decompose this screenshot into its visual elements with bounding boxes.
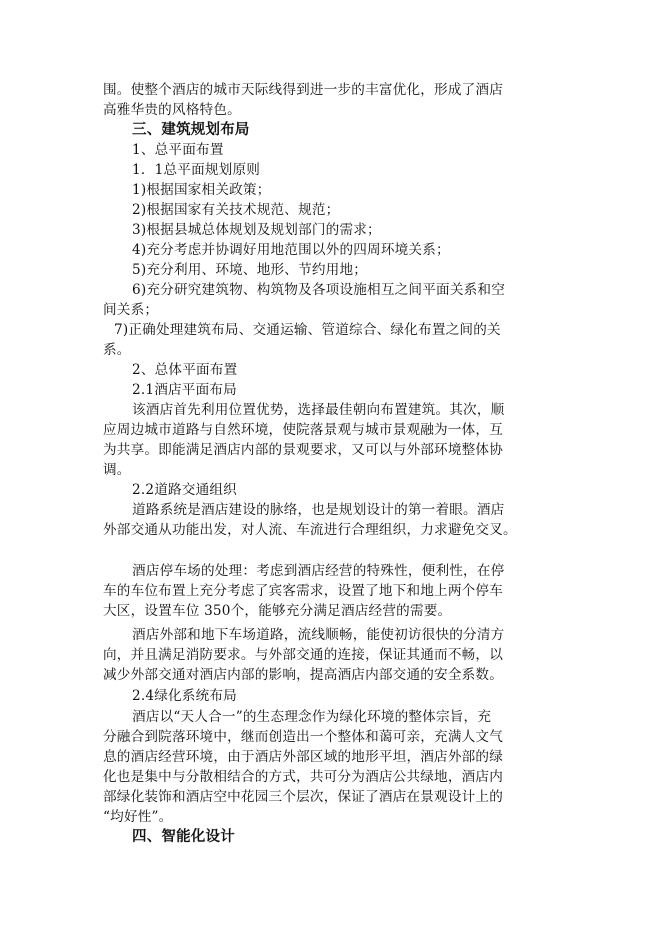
- paragraph-line: 酒店以“天人合一”的生态理念作为绿化环境的整体宗旨，充: [132, 709, 492, 725]
- paragraph-line: 高雅华贵的风格特色。: [103, 102, 241, 118]
- subsection-heading: 1．1总平面规划原则: [132, 162, 261, 178]
- paragraph-line: 围。使整个酒店的城市天际线得到进一步的丰富优化，形成了酒店: [103, 82, 504, 98]
- paragraph-line: 息的酒店经营环境，由于酒店外部区域的地形平坦，酒店外部的绿: [103, 749, 504, 765]
- paragraph-line: 为共享。即能满足酒店内部的景观要求，又可以与外部环境整体协: [103, 442, 504, 458]
- paragraph-line: 调。: [103, 462, 131, 478]
- paragraph-line: 酒店外部和地下车场道路，流线顺畅，能使初访很快的分清方: [132, 627, 505, 643]
- paragraph-line: “均好性”。: [103, 809, 173, 825]
- subsection-heading: 2.2道路交通组织: [132, 482, 237, 498]
- subsection-heading: 2.4绿化系统布局: [132, 688, 237, 704]
- section-heading-3: 三、建筑规划布局: [132, 122, 250, 138]
- subsection-heading: 2、总体平面布置: [132, 362, 238, 378]
- list-item: 5)充分利用、环境、地形、节约用地；: [132, 262, 368, 278]
- section-heading-4: 四、智能化设计: [132, 829, 235, 845]
- list-item: 6)充分研究建筑物、构筑物及各项设施相互之间平面关系和空: [132, 282, 505, 298]
- paragraph-line: 酒店停车场的处理：考虑到酒店经营的特殊性，便利性，在停: [132, 563, 505, 579]
- list-item: 3)根据县城总体规划及规划部门的需求；: [132, 222, 381, 238]
- list-item: 2)根据国家有关技术规范、规范；: [132, 202, 340, 218]
- paragraph-line: 道路系统是酒店建设的脉络，也是规划设计的第一着眼。酒店: [132, 502, 505, 518]
- paragraph-line: 外部交通从功能出发，对人流、车流进行合理组织，力求避免交叉。: [103, 522, 517, 538]
- paragraph-line: 应周边城市道路与自然环境，使院落景观与城市景观融为一体，互: [103, 422, 504, 438]
- paragraph-line: 车的车位布置上充分考虑了宾客需求，设置了地下和地上两个停车: [103, 583, 504, 599]
- subsection-heading: 1、总平面布置: [132, 142, 224, 158]
- list-item: 7)正确处理建筑布局、交通运输、管道综合、绿化布置之间的关: [114, 322, 501, 338]
- paragraph-line: 减少外部交通对酒店内部的影响，提高酒店内部交通的安全系数。: [103, 667, 504, 683]
- subsection-heading: 2.1酒店平面布局: [132, 382, 237, 398]
- list-item: 系。: [103, 342, 131, 358]
- paragraph-line: 该酒店首先利用位置优势，选择最佳朝向布置建筑。其次，顺: [132, 402, 505, 418]
- paragraph-line: 大区，设置车位 350个，能够充分满足酒店经营的需要。: [103, 603, 452, 619]
- list-item: 间关系；: [103, 302, 159, 318]
- paragraph-line: 向，并且满足消防要求。与外部交通的连接，保证其通而不畅，以: [103, 647, 504, 663]
- paragraph-line: 部绿化装饰和酒店空中花园三个层次，保证了酒店在景观设计上的: [103, 789, 504, 805]
- list-item: 4)充分考虑并协调好用地范围以外的四周环境关系；: [132, 242, 450, 258]
- paragraph-line: 分融合到院落环境中，继而创造出一个整体和蔼可亲，充满人文气: [103, 729, 504, 745]
- paragraph-line: 化也是集中与分散相结合的方式，共可分为酒店公共绿地，酒店内: [103, 769, 504, 785]
- list-item: 1)根据国家相关政策；: [132, 182, 271, 198]
